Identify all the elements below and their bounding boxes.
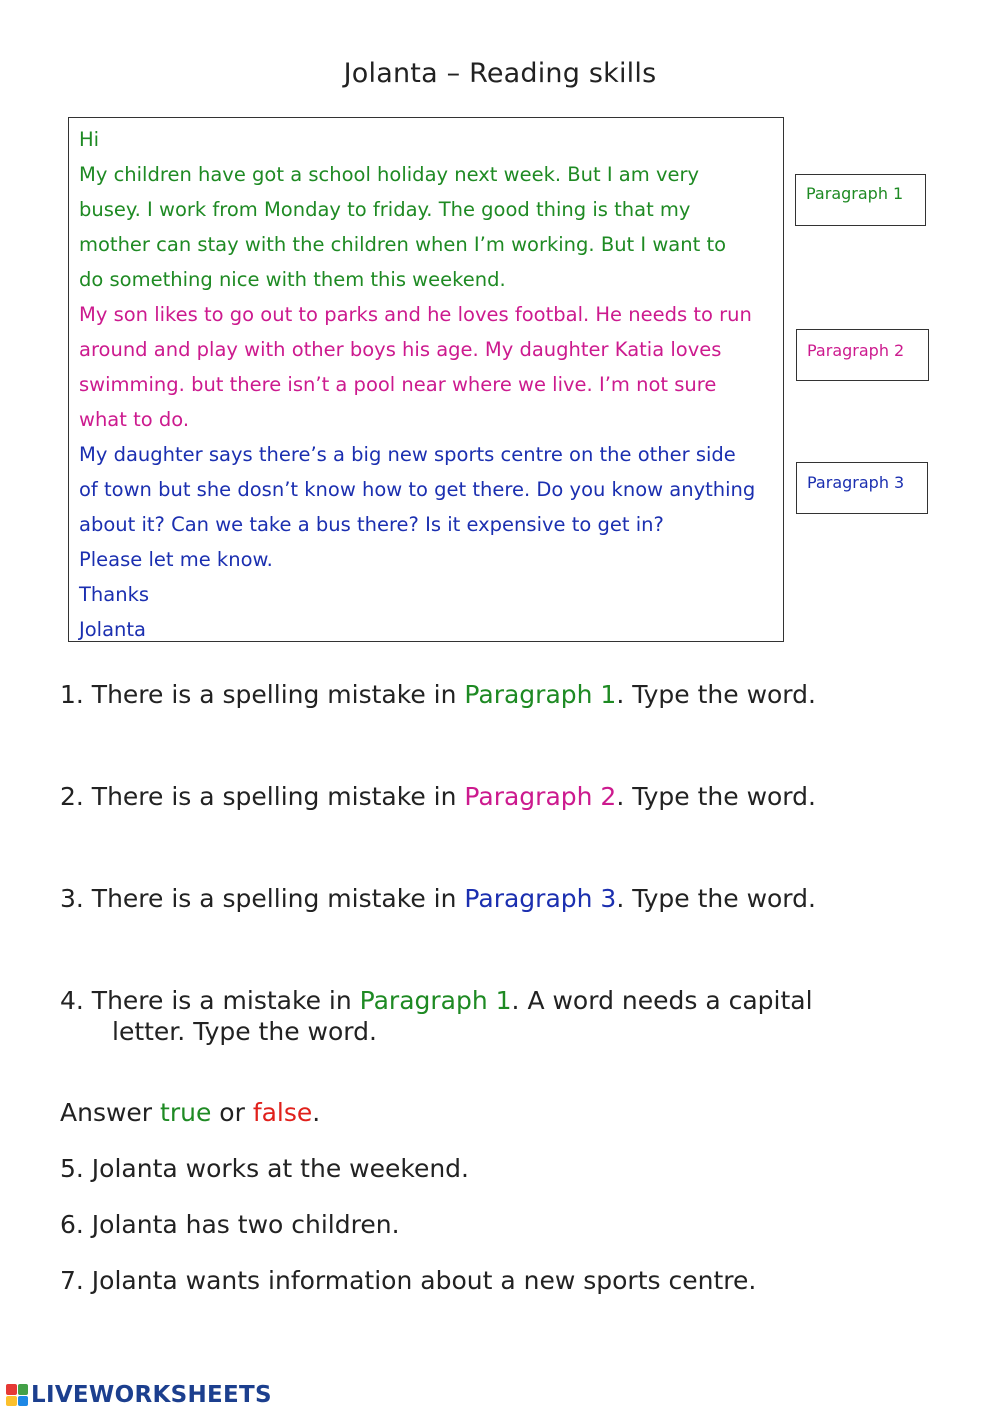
statement-6: 6. Jolanta has two children. <box>60 1210 400 1239</box>
statement-5: 5. Jolanta works at the weekend. <box>60 1154 469 1183</box>
letter-signature: Jolanta <box>79 618 147 641</box>
intro-text: Answer <box>60 1098 161 1127</box>
question-text: . A word needs a capital <box>511 986 813 1015</box>
false-word: false <box>252 1098 313 1127</box>
paragraph3-line: Please let me know. <box>79 548 273 571</box>
question-3 <box>60 884 816 913</box>
page-title: Jolanta – Reading skills <box>343 58 657 89</box>
question-1 <box>60 680 816 709</box>
paragraph2-line: what to do. <box>79 408 190 431</box>
question-text: . Type the word. <box>616 884 816 913</box>
paragraph3-label: Paragraph 3 <box>796 462 928 514</box>
statement-7: 7. Jolanta wants information about a new sports centre. <box>60 1266 757 1295</box>
letter-greeting: Hi <box>79 128 100 151</box>
true-false-intro <box>60 1098 320 1127</box>
paragraph1-line: do something nice with them this weekend. <box>79 268 506 291</box>
paragraph1-line: mother can stay with the children when I’m working. But I want to <box>79 233 727 256</box>
question-text: 2. There is a spelling mistake in <box>60 782 465 811</box>
question-text: . Type the word. <box>616 680 816 709</box>
liveworksheets-logo <box>6 1380 272 1410</box>
paragraph1-label: Paragraph 1 <box>795 174 926 226</box>
logo-icon <box>6 1384 28 1406</box>
letter-box <box>68 117 784 642</box>
letter-closing: Thanks <box>79 583 150 606</box>
question-text: 4. There is a mistake in <box>60 986 360 1015</box>
paragraph1-line: busey. I work from Monday to friday. The good thing is that my <box>79 198 691 221</box>
paragraph2-line: swimming. but there isn’t a pool near where we live. I’m not sure <box>79 373 717 396</box>
paragraph3-line: about it? Can we take a bus there? Is it expensive to get in? <box>79 513 664 536</box>
question-4 <box>60 986 813 1046</box>
logo-text: LIVEWORKSHEETS <box>31 1382 272 1408</box>
paragraph-reference: Paragraph 2 <box>464 782 617 811</box>
paragraph-reference: Paragraph 1 <box>464 680 617 709</box>
question-text: 1. There is a spelling mistake in <box>60 680 465 709</box>
paragraph2-line: around and play with other boys his age. My daughter Katia loves <box>79 338 722 361</box>
true-word: true <box>160 1098 212 1127</box>
question-2 <box>60 782 816 811</box>
paragraph3-line: of town but she dosn’t know how to get there. Do you know anything <box>79 478 756 501</box>
question-continuation: letter. Type the word. <box>112 1017 377 1046</box>
paragraph-reference: Paragraph 1 <box>359 986 512 1015</box>
paragraph2-line: My son likes to go out to parks and he loves footbal. He needs to run <box>79 303 752 326</box>
paragraph3-line: My daughter says there’s a big new sports centre on the other side <box>79 443 736 466</box>
paragraph-reference: Paragraph 3 <box>464 884 617 913</box>
question-text: 3. There is a spelling mistake in <box>60 884 465 913</box>
paragraph1-line: My children have got a school holiday next week. But I am very <box>79 163 700 186</box>
intro-text: . <box>312 1098 321 1127</box>
paragraph2-label: Paragraph 2 <box>796 329 929 381</box>
intro-text: or <box>211 1098 253 1127</box>
question-text: . Type the word. <box>616 782 816 811</box>
